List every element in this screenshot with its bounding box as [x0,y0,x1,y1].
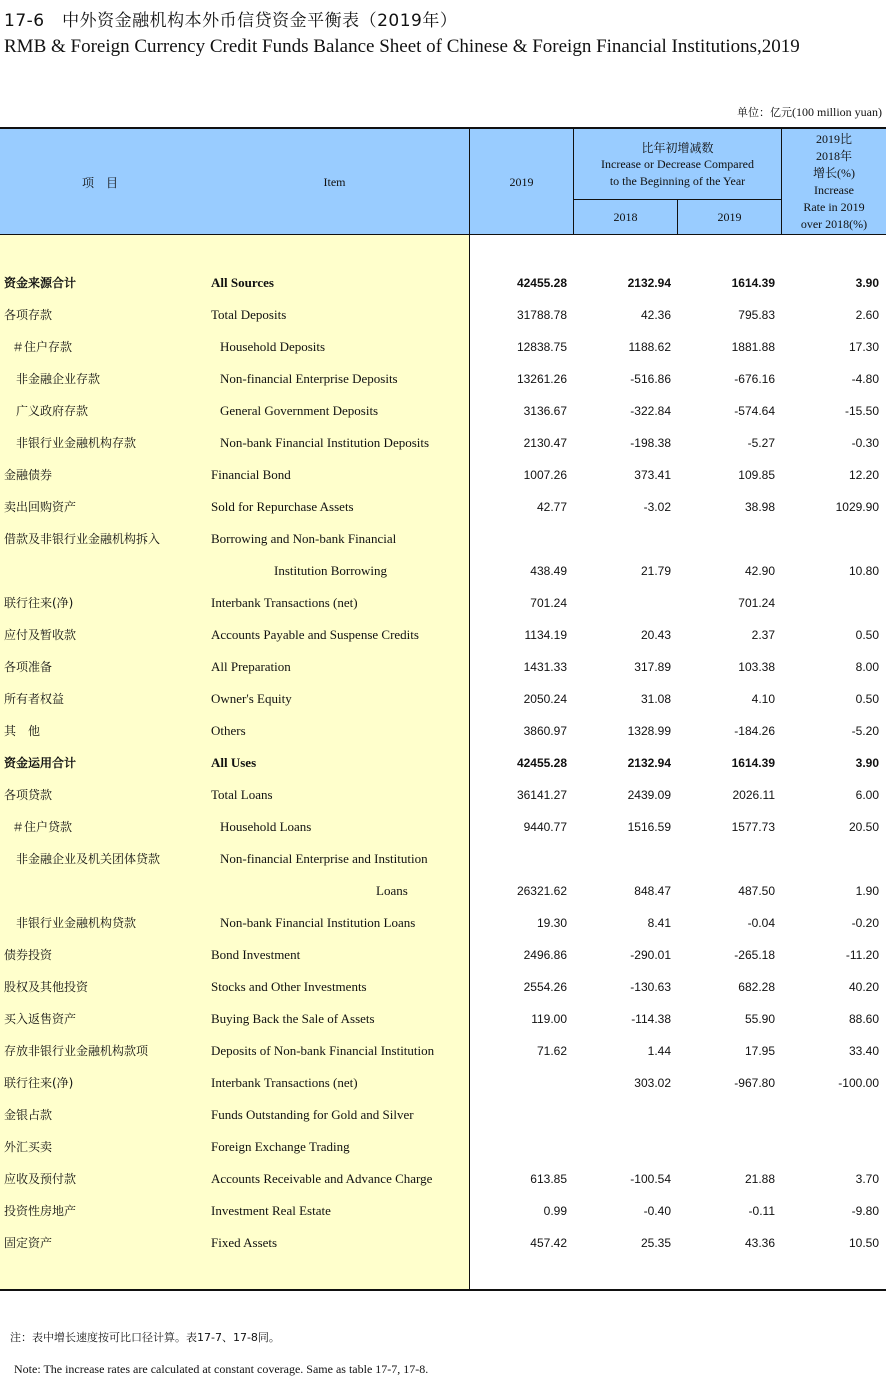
header-divider [573,129,574,235]
change-2019: 2.37 [751,628,775,642]
row-item-en: Non-financial Enterprise Deposits [220,371,398,386]
header-growth-1: 2019比 [815,132,852,146]
row-item-en: Foreign Exchange Trading [211,1139,350,1154]
row-item-cn: 存放非银行业金融机构款项 [4,1044,149,1058]
growth-rate: 3.70 [855,1172,879,1186]
value-2019: 9440.77 [523,820,567,834]
row-item-en: Non-bank Financial Institution Loans [220,915,416,930]
table-row [0,331,886,363]
change-2018: 2132.94 [627,756,671,770]
growth-rate: 33.40 [848,1044,879,1058]
header-divider [677,199,678,235]
row-item-en: Accounts Payable and Suspense Credits [211,627,419,642]
table-row [0,715,886,747]
header-divider [573,199,782,200]
value-2019: 457.42 [530,1236,567,1250]
table-row [0,843,886,875]
table-row [0,395,886,427]
row-item-cn: 股权及其他投资 [4,980,89,994]
row-item-cn: 买入返售资产 [4,1012,77,1026]
page-title-en: RMB & Foreign Currency Credit Funds Balance Sheet of Chinese & Foreign Financial Institutions,2019 [4,36,800,57]
change-2019: 109.85 [738,468,775,482]
row-item-en: Institution Borrowing [274,563,388,578]
table-row [0,811,886,843]
change-2018: -0.40 [643,1204,671,1218]
value-2019: 1007.26 [523,468,567,482]
row-item-cn: 所有者权益 [4,692,65,706]
value-2019: 71.62 [536,1044,567,1058]
row-item-cn: 非金融企业及机关团体贷款 [16,852,161,866]
header-item-cn: 项 目 [81,175,118,190]
change-2018: 1328.99 [627,724,671,738]
growth-rate: -100.00 [838,1076,879,1090]
value-2019: 613.85 [530,1172,567,1186]
table-row [0,491,886,523]
table-row [0,779,886,811]
table-row [0,1163,886,1195]
change-2018: 2132.94 [627,276,671,290]
table-row [0,1067,886,1099]
change-2019: -265.18 [734,948,775,962]
change-2019: 1614.39 [731,276,775,290]
value-2019: 2130.47 [523,436,567,450]
change-2019: -0.11 [748,1204,775,1218]
growth-rate: 1.90 [855,884,879,898]
unit-label-cn: 单位：亿元 [737,106,792,119]
page-title-cn: 17-6 中外资金融机构本外币信贷资金平衡表（2019年） [4,11,458,31]
change-2018: 303.02 [634,1076,671,1090]
growth-rate: 17.30 [848,340,879,354]
growth-rate: 10.80 [848,564,879,578]
row-item-en: Financial Bond [211,467,291,482]
row-item-en: Loans [376,883,408,898]
row-item-en: Fixed Assets [211,1235,278,1250]
header-growth-2: 2018年 [815,149,852,163]
change-2019: 17.95 [744,1044,775,1058]
header-change-en-1: Increase or Decrease Compared [601,156,754,171]
value-2019: 2554.26 [523,980,567,994]
change-2018: -130.63 [630,980,671,994]
change-2019: 2026.11 [732,788,775,802]
row-item-en: Household Loans [220,819,312,834]
header-col-2019: 2019 [509,174,534,189]
change-2018: -516.86 [630,372,671,386]
table-row [0,299,886,331]
value-2019: 12838.75 [516,340,567,354]
change-2019: 1577.73 [731,820,775,834]
row-item-en: Total Deposits [211,307,287,322]
row-item-cn: 联行往来(净) [4,1076,74,1090]
table-row [0,363,886,395]
value-2019: 3860.97 [523,724,567,738]
header-item-en: Item [323,174,346,189]
header-growth-4: Increase [814,183,854,197]
change-2018: 8.41 [647,916,671,930]
change-2018: 848.47 [634,884,671,898]
table-row [0,1035,886,1067]
change-2019: -676.16 [734,372,775,386]
table-row [0,1227,886,1259]
value-2019: 19.30 [536,916,567,930]
table-row [0,1131,886,1163]
growth-rate: -11.20 [845,948,879,962]
table-row [0,747,886,779]
change-2019: 4.10 [751,692,775,706]
row-item-en: Owner's Equity [211,691,292,706]
row-item-en: Interbank Transactions (net) [211,1075,358,1090]
header-change-group [574,129,781,199]
change-2019: -5.27 [747,436,775,450]
row-item-cn: 非金融企业存款 [16,372,101,386]
unit-label-en: (100 million yuan) [792,105,882,119]
change-2018: 2439.09 [627,788,671,802]
table-row [0,651,886,683]
table-row [0,555,886,587]
header-growth-3: 增长(%) [813,166,855,180]
value-2019: 701.24 [530,596,567,610]
row-item-en: Household Deposits [220,339,326,354]
row-item-cn: 固定资产 [4,1236,53,1250]
header-change-cn: 比年初增减数 [641,140,714,155]
row-item-en: Borrowing and Non-bank Financial [211,531,397,546]
row-item-cn: 广义政府存款 [16,404,89,418]
growth-rate: 40.20 [848,980,879,994]
change-2018: 42.36 [640,308,671,322]
value-2019: 36141.27 [516,788,567,802]
value-2019: 2496.86 [523,948,567,962]
growth-rate: 12.20 [848,468,879,482]
change-2018: 1188.62 [628,340,671,354]
table-row [0,459,886,491]
growth-rate: -4.80 [851,372,879,386]
row-item-cn: 金银占款 [4,1108,53,1122]
change-2019: 21.88 [744,1172,775,1186]
growth-rate: -0.30 [851,436,879,450]
row-item-en: All Uses [211,755,257,770]
growth-rate: -0.20 [851,916,879,930]
row-item-en: Accounts Receivable and Advance Charge [211,1171,433,1186]
row-item-cn: 投资性房地产 [4,1204,77,1218]
growth-rate: 1029.90 [835,500,879,514]
table-row [0,875,886,907]
change-2018: 31.08 [640,692,671,706]
value-2019: 42455.28 [516,276,567,290]
change-2019: 682.28 [738,980,775,994]
change-2018: 373.41 [634,468,671,482]
row-item-cn: 资金来源合计 [4,276,77,290]
row-item-cn: 应付及暂收款 [4,628,77,642]
value-2019: 0.99 [543,1204,567,1218]
growth-rate: 2.60 [855,308,879,322]
row-item-cn: ＃住户贷款 [12,820,73,834]
header-change-en-2: to the Beginning of the Year [609,173,746,188]
row-item-cn: 卖出回购资产 [4,500,77,514]
note-en: Note: The increase rates are calculated at constant coverage. Same as table 17-7, 17-8. [14,1362,429,1376]
growth-rate: 8.00 [855,660,879,674]
change-2019: -967.80 [734,1076,775,1090]
table-bottom-rule [0,1289,886,1291]
row-item-en: General Government Deposits [220,403,379,418]
change-2018: -198.38 [630,436,671,450]
table-row [0,939,886,971]
row-item-cn: 外汇买卖 [4,1140,53,1154]
change-2018: 20.43 [640,628,671,642]
growth-rate: 6.00 [855,788,879,802]
row-item-en: Stocks and Other Investments [211,979,367,994]
growth-rate: 20.50 [848,820,879,834]
growth-rate: 3.90 [855,276,879,290]
row-item-en: Bond Investment [211,947,301,962]
change-2019: 42.90 [744,564,775,578]
change-2019: -184.26 [734,724,775,738]
change-2018: -290.01 [630,948,671,962]
change-2018: 21.79 [640,564,671,578]
growth-rate: 10.50 [848,1236,879,1250]
table-row [0,619,886,651]
value-2019: 119.00 [531,1012,567,1026]
value-2019: 26321.62 [516,884,567,898]
row-item-en: Investment Real Estate [211,1203,331,1218]
header-divider [781,129,782,235]
change-2019: -574.64 [734,404,775,418]
table-row [0,1003,886,1035]
value-2019: 42455.28 [516,756,567,770]
table-row [0,907,886,939]
change-2019: 43.36 [744,1236,775,1250]
header-growth [782,129,886,235]
row-item-en: Deposits of Non-bank Financial Institution [211,1043,435,1058]
row-item-cn: 借款及非银行业金融机构拆入 [4,532,161,546]
change-2019: 38.98 [744,500,775,514]
row-item-en: Interbank Transactions (net) [211,595,358,610]
value-2019: 1431.33 [523,660,567,674]
row-item-en: All Sources [211,275,274,290]
change-2019: 1881.88 [731,340,775,354]
row-item-cn: 其 他 [4,724,41,738]
row-item-cn: 非银行业金融机构存款 [16,436,137,450]
row-item-cn: 各项存款 [4,308,53,322]
value-2019: 438.49 [530,564,567,578]
change-2018: 1516.59 [627,820,671,834]
change-2018: -322.84 [630,404,671,418]
row-item-en: Others [211,723,246,738]
row-item-cn: 金融债券 [4,468,53,482]
header-growth-6: over 2018(%) [800,217,868,231]
table-row [0,427,886,459]
growth-rate: 0.50 [855,628,879,642]
value-2019: 3136.67 [523,404,567,418]
header-growth-5: Rate in 2019 [803,200,865,214]
value-2019: 31788.78 [516,308,567,322]
header-sub-2018: 2018 [613,210,638,224]
change-2019: -0.04 [747,916,775,930]
note-cn: 注：表中增长速度按可比口径计算。表17-7、17-8同。 [10,1331,280,1344]
growth-rate: 88.60 [848,1012,879,1026]
row-item-cn: 各项贷款 [4,788,53,802]
row-item-cn: 各项准备 [4,660,53,674]
value-2019: 42.77 [536,500,567,514]
row-item-cn: 资金运用合计 [4,756,77,770]
row-item-en: Buying Back the Sale of Assets [211,1011,375,1026]
growth-rate: -15.50 [844,404,879,418]
growth-rate: -9.80 [851,1204,879,1218]
growth-rate: 0.50 [855,692,879,706]
row-item-en: Non-financial Enterprise and Institution [220,851,428,866]
value-2019: 13261.26 [516,372,567,386]
row-item-en: Funds Outstanding for Gold and Silver [211,1107,414,1122]
change-2019: 103.38 [738,660,775,674]
table-row [0,1195,886,1227]
row-item-cn: 联行往来(净) [4,596,74,610]
row-item-cn: 应收及预付款 [4,1172,77,1186]
value-2019: 1134.19 [524,628,567,642]
table-row [0,523,886,555]
row-item-en: Total Loans [211,787,273,802]
table-row [0,587,886,619]
unit-label [737,104,882,120]
change-2018: 25.35 [640,1236,671,1250]
change-2019: 487.50 [738,884,775,898]
change-2018: 317.89 [634,660,671,674]
table-row [0,971,886,1003]
table-row [0,267,886,299]
header-sub-2019: 2019 [717,210,742,224]
change-2019: 701.24 [738,596,775,610]
header-divider [469,129,470,235]
change-2018: -3.02 [643,500,671,514]
table-row [0,1099,886,1131]
change-2018: -114.38 [631,1012,671,1026]
row-item-cn: 非银行业金融机构贷款 [16,916,137,930]
table-row [0,683,886,715]
growth-rate: -5.20 [851,724,879,738]
value-2019: 2050.24 [523,692,567,706]
row-item-en: All Preparation [211,659,291,674]
row-item-en: Sold for Repurchase Assets [211,499,354,514]
row-item-cn: ＃住户存款 [12,340,73,354]
row-item-en: Non-bank Financial Institution Deposits [220,435,430,450]
change-2019: 1614.39 [731,756,775,770]
change-2018: 1.44 [647,1044,671,1058]
growth-rate: 3.90 [855,756,879,770]
table-header [0,127,886,235]
change-2018: -100.54 [630,1172,671,1186]
change-2019: 795.83 [738,308,775,322]
row-item-cn: 债券投资 [4,948,53,962]
change-2019: 55.90 [744,1012,775,1026]
